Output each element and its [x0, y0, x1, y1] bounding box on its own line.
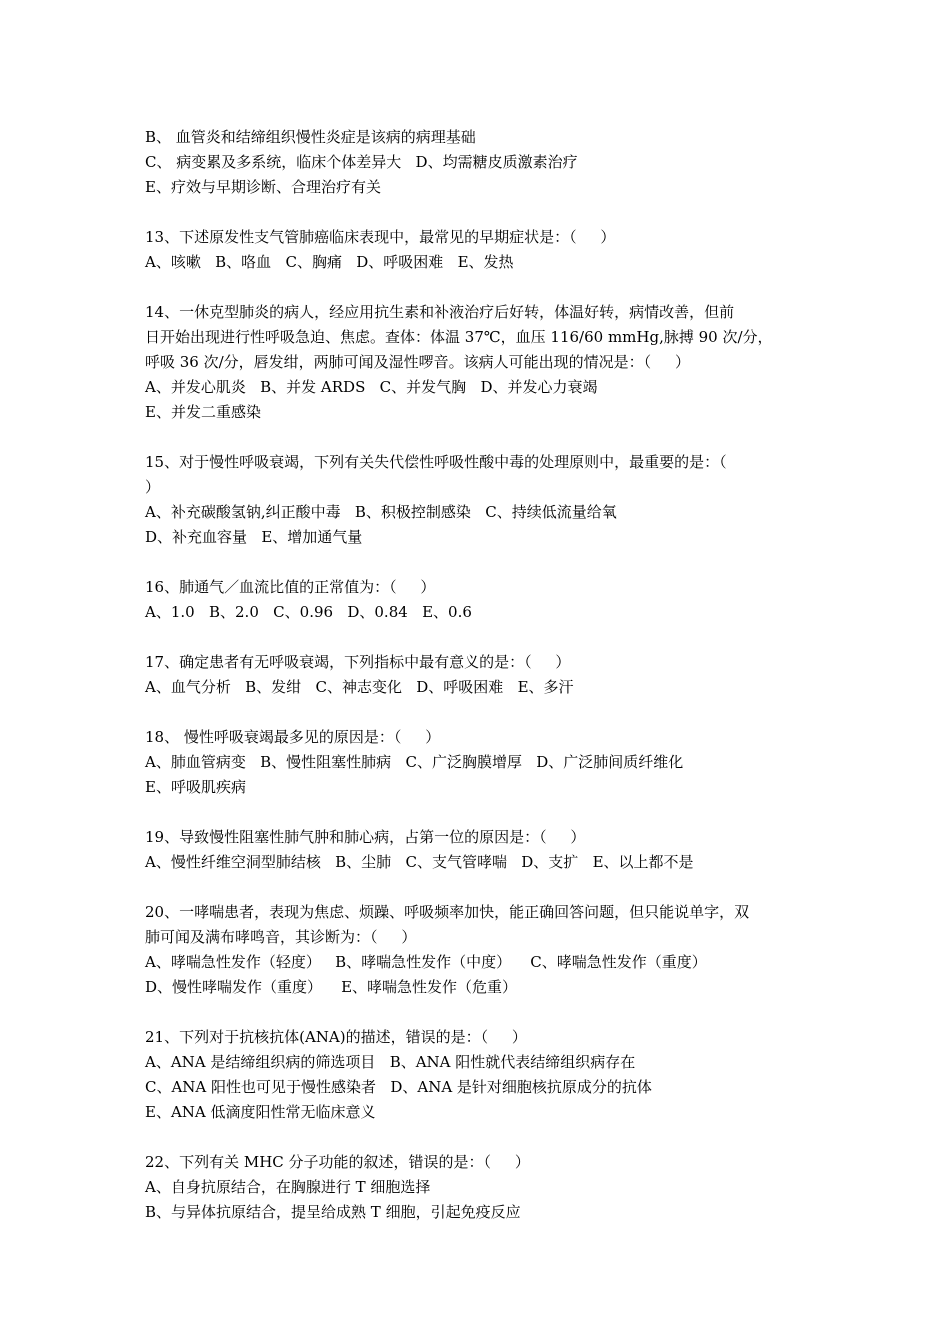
- option-line: E、疗效与早期诊断、合理治疗有关: [145, 178, 381, 196]
- option-line: A、ANA 是结缔组织病的筛选项目 B、ANA 阳性就代表结缔组织病存在: [145, 1053, 636, 1071]
- question-15: [145, 450, 815, 550]
- question-stem: 22、下列有关 MHC 分子功能的叙述，错误的是：（ ）: [145, 1153, 530, 1171]
- option-line: A、并发心肌炎 B、并发 ARDS C、并发气胸 D、并发心力衰竭: [145, 378, 598, 396]
- option-line: C、ANA 阳性也可见于慢性感染者 D、ANA 是针对细胞核抗原成分的抗体: [145, 1078, 652, 1096]
- spacer: [145, 275, 815, 300]
- spacer: [145, 1000, 815, 1025]
- question-stem: 21、下列对于抗核抗体(ANA)的描述，错误的是：（ ）: [145, 1028, 527, 1046]
- question-stem: 17、确定患者有无呼吸衰竭，下列指标中最有意义的是：（ ）: [145, 653, 571, 671]
- spacer: [145, 700, 815, 725]
- question-stem: ）: [145, 478, 161, 496]
- question-stem: 肺可闻及满布哮鸣音，其诊断为：（ ）: [145, 928, 417, 946]
- question-stem: 18、 慢性呼吸衰竭最多见的原因是：（ ）: [145, 728, 441, 746]
- question-16: [145, 575, 815, 625]
- question-stem: 20、一哮喘患者，表现为焦虑、烦躁、呼吸频率加快，能正确回答问题，但只能说单字，双: [145, 903, 750, 921]
- spacer: [145, 625, 815, 650]
- question-18: [145, 725, 815, 800]
- question-12-options: [145, 125, 815, 200]
- option-line: C、 病变累及多系统，临床个体差异大 D、均需糖皮质激素治疗: [145, 153, 578, 171]
- option-line: B、 血管炎和结缔组织慢性炎症是该病的病理基础: [145, 128, 476, 146]
- question-stem: 14、一休克型肺炎的病人，经应用抗生素和补液治疗后好转，体温好转，病情改善，但前: [145, 303, 735, 321]
- question-13: [145, 225, 815, 275]
- option-line: D、慢性哮喘发作（重度） E、哮喘急性发作（危重）: [145, 978, 518, 996]
- option-line: A、自身抗原结合，在胸腺进行 T 细胞选择: [145, 1178, 431, 1196]
- option-line: A、咳嗽 B、咯血 C、胸痛 D、呼吸困难 E、发热: [145, 253, 514, 271]
- option-line: E、ANA 低滴度阳性常无临床意义: [145, 1103, 376, 1121]
- question-21: [145, 1025, 815, 1125]
- spacer: [145, 550, 815, 575]
- spacer: [145, 200, 815, 225]
- question-stem: 13、下述原发性支气管肺癌临床表现中，最常见的早期症状是：（ ）: [145, 228, 616, 246]
- spacer: [145, 425, 815, 450]
- spacer: [145, 1125, 815, 1150]
- question-17: [145, 650, 815, 700]
- option-line: A、补充碳酸氢钠,纠正酸中毒 B、积极控制感染 C、持续低流量给氧: [145, 503, 617, 521]
- spacer: [145, 800, 815, 825]
- option-line: A、肺血管病变 B、慢性阻塞性肺病 C、广泛胸膜增厚 D、广泛肺间质纤维化: [145, 753, 684, 771]
- option-line: A、血气分析 B、发绀 C、神志变化 D、呼吸困难 E、多汗: [145, 678, 574, 696]
- question-14: [145, 300, 815, 425]
- spacer: [145, 875, 815, 900]
- question-19: [145, 825, 815, 875]
- option-line: E、并发二重感染: [145, 403, 261, 421]
- document-page: [145, 125, 815, 1225]
- option-line: D、补充血容量 E、增加通气量: [145, 528, 363, 546]
- question-22: [145, 1150, 815, 1225]
- option-line: A、哮喘急性发作（轻度） B、哮喘急性发作（中度） C、哮喘急性发作（重度）: [145, 953, 707, 971]
- option-line: E、呼吸肌疾病: [145, 778, 246, 796]
- question-20: [145, 900, 815, 1000]
- question-stem: 16、肺通气／血流比值的正常值为：（ ）: [145, 578, 436, 596]
- question-stem: 15、对于慢性呼吸衰竭，下列有关失代偿性呼吸性酸中毒的处理原则中，最重要的是：（: [145, 453, 727, 471]
- question-stem: 日开始出现进行性呼吸急迫、焦虑。查体：体温 37℃，血压 116/60 mmHg,脉搏 90 次/分，: [145, 328, 773, 346]
- question-stem: 19、导致慢性阻塞性肺气肿和肺心病，占第一位的原因是：（ ）: [145, 828, 586, 846]
- option-line: A、慢性纤维空洞型肺结核 B、尘肺 C、支气管哮喘 D、支扩 E、以上都不是: [145, 853, 694, 871]
- option-line: B、与异体抗原结合，提呈给成熟 T 细胞，引起免疫反应: [145, 1203, 521, 1221]
- option-line: A、1.0 B、2.0 C、0.96 D、0.84 E、0.6: [145, 603, 472, 621]
- question-stem: 呼吸 36 次/分，唇发绀，两肺可闻及湿性啰音。该病人可能出现的情况是：（ ）: [145, 353, 691, 371]
